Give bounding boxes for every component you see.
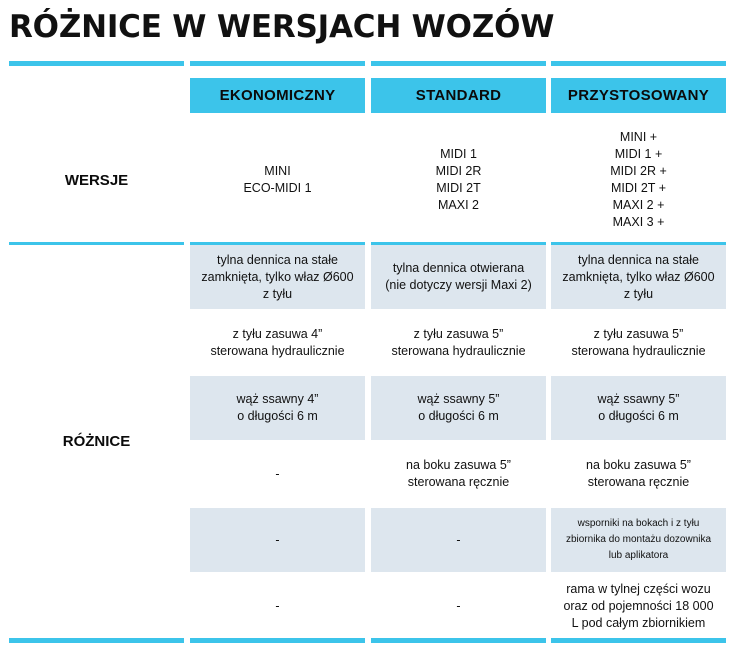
cell-text: - — [456, 532, 461, 547]
roznice-r2-przystosowany — [551, 312, 726, 374]
cell-text: z tyłu zasuwa 5” sterowana hydraulicznie — [391, 327, 526, 358]
wersje-cell-ekonomiczny — [190, 120, 365, 240]
bottom-rule-col-3 — [551, 638, 726, 643]
cell-text: wąż ssawny 4” o długości 6 m — [236, 392, 319, 423]
cell-text: - — [275, 532, 280, 547]
roznice-r5-przystosowany — [551, 508, 726, 572]
top-rule-col-1 — [190, 61, 365, 66]
cell-text: wąż ssawny 5” o długości 6 m — [597, 392, 680, 423]
column-header-standard: STANDARD — [371, 78, 546, 113]
wersje-cell-przystosowany — [551, 120, 726, 240]
roznice-r2-ekonomiczny — [190, 312, 365, 374]
roznice-r2-standard — [371, 312, 546, 374]
bottom-rule-label-col — [9, 638, 184, 643]
top-rule-col-3 — [551, 61, 726, 66]
column-header-przystosowany: PRZYSTOSOWANY — [551, 78, 726, 113]
roznice-r6-ekonomiczny — [190, 574, 365, 638]
roznice-r4-ekonomiczny — [190, 442, 365, 506]
cell-text: na boku zasuwa 5” sterowana ręcznie — [586, 458, 691, 489]
roznice-r3-ekonomiczny — [190, 376, 365, 440]
top-rule-col-2 — [371, 61, 546, 66]
cell-text: tylna dennica na stałe zamknięta, tylko właz Ø600 z tyłu — [562, 252, 715, 301]
roznice-r6-przystosowany — [551, 574, 726, 638]
bottom-rule-col-1 — [190, 638, 365, 643]
cell-text: wąż ssawny 5” o długości 6 m — [417, 392, 500, 423]
cell-text: z tyłu zasuwa 5” sterowana hydraulicznie — [571, 327, 706, 358]
column-header-ekonomiczny: EKONOMICZNY — [190, 78, 365, 113]
bottom-rule-col-2 — [371, 638, 546, 643]
roznice-r5-standard — [371, 508, 546, 572]
cell-text: MIDI 1 MIDI 2R MIDI 2T MAXI 2 — [435, 147, 482, 212]
cell-text: MINI ECO-MIDI 1 — [243, 164, 312, 195]
row-label-roznice: RÓŻNICE — [62, 433, 131, 450]
cell-text: na boku zasuwa 5” sterowana ręcznie — [406, 458, 511, 489]
roznice-r4-standard — [371, 442, 546, 506]
page-title: RÓŻNICE W WERSJACH WOZÓW — [9, 9, 555, 45]
roznice-r1-standard — [371, 245, 546, 309]
roznice-r1-ekonomiczny — [190, 245, 365, 309]
roznice-r3-standard — [371, 376, 546, 440]
roznice-r6-standard — [371, 574, 546, 638]
wersje-cell-standard — [371, 120, 546, 240]
cell-text: MINI + MIDI 1 + MIDI 2R + MIDI 2T + MAXI 2 + MAXI 3 + — [610, 130, 667, 229]
roznice-r3-przystosowany — [551, 376, 726, 440]
cell-text: z tyłu zasuwa 4” sterowana hydraulicznie — [210, 327, 345, 358]
roznice-r5-ekonomiczny — [190, 508, 365, 572]
roznice-r4-przystosowany — [551, 442, 726, 506]
roznice-r1-przystosowany — [551, 245, 726, 309]
cell-text: tylna dennica na stałe zamknięta, tylko właz Ø600 z tyłu — [201, 252, 354, 301]
cell-text: wsporniki na bokach i z tyłu zbiornika do montażu dozownika lub aplikatora — [565, 518, 712, 561]
cell-text: - — [275, 598, 280, 613]
row-label-wersje: WERSJE — [64, 171, 129, 189]
top-rule-label-col — [9, 61, 184, 66]
cell-text: rama w tylnej części wozu oraz od pojemności 18 000 L pod całym zbiornikiem — [563, 581, 714, 630]
cell-text: - — [275, 466, 280, 481]
cell-text: tylna dennica otwierana (nie dotyczy wersji Maxi 2) — [385, 261, 532, 292]
cell-text: - — [456, 598, 461, 613]
